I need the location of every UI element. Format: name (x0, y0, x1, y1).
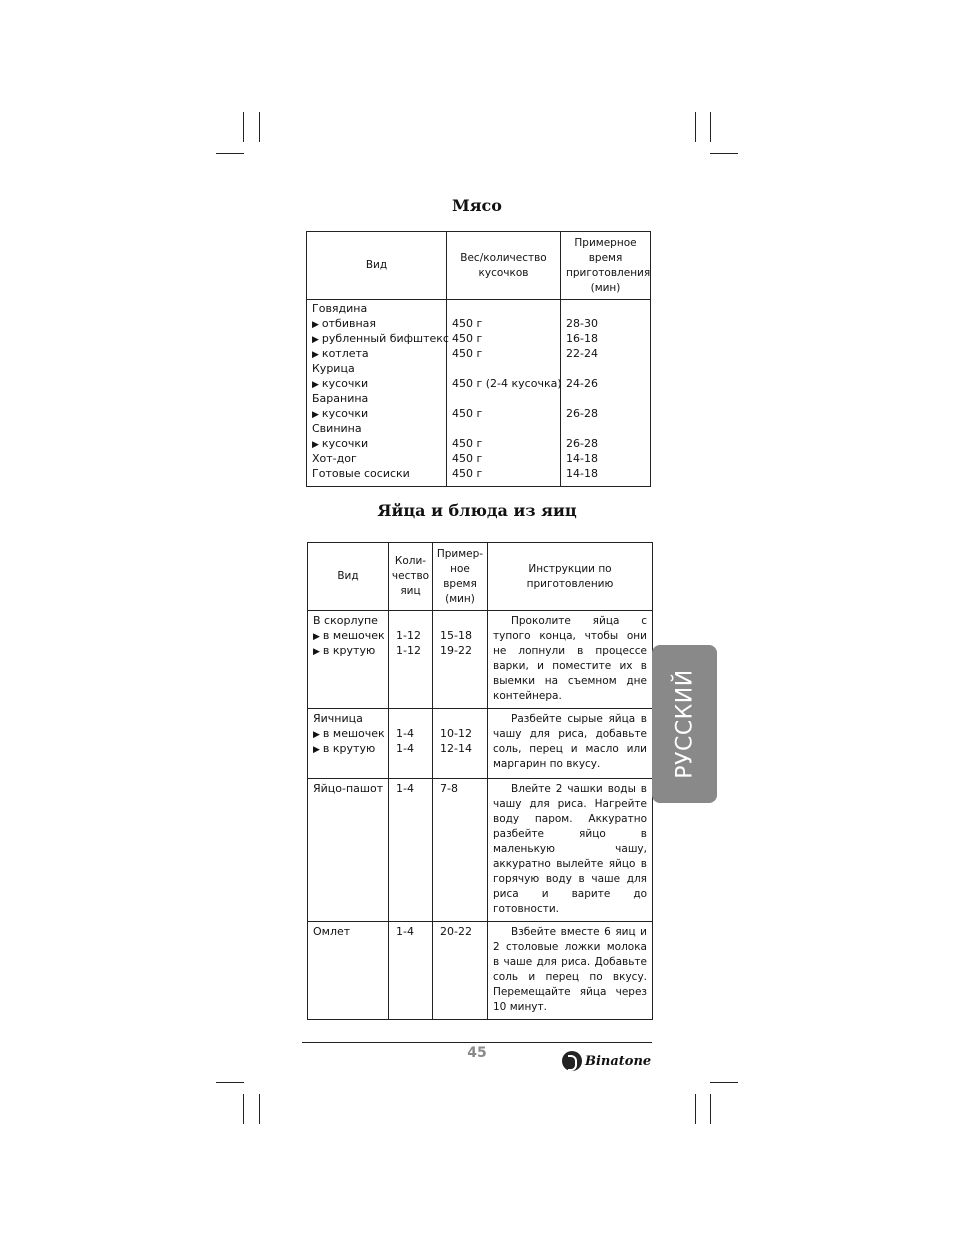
meat-weight-line (452, 301, 555, 316)
eggs-instruction-text (493, 712, 647, 772)
crop-mark (259, 1094, 260, 1124)
meat-kind-column (307, 300, 447, 487)
eggs-kind-line-text: Яичница (313, 712, 363, 725)
binatone-logo-icon (562, 1051, 582, 1071)
eggs-qty-line: 1-4 (396, 782, 414, 795)
meat-kind-line-text: кусочки (321, 407, 369, 420)
meat-time-line: 16-18 (566, 332, 598, 345)
eggs-kind-line (313, 628, 383, 643)
eggs-kind-line-text: В скорлупе (313, 614, 378, 627)
meat-kind-line-text: Баранина (312, 392, 369, 405)
eggs-time-line: 10-12 (440, 727, 472, 740)
meat-section-title: Мясо (452, 196, 502, 215)
meat-kind-line (312, 391, 441, 406)
meat-time-line: 14-18 (566, 452, 598, 465)
meat-kind-line (312, 451, 441, 466)
page-number: 45 (467, 1045, 487, 1061)
meat-weight-line: 450 г (452, 317, 483, 330)
eggs-time-cell (433, 611, 488, 709)
eggs-qty-cell (389, 779, 433, 922)
meat-time-line: 26-28 (566, 407, 598, 420)
footer-rule (302, 1042, 652, 1043)
eggs-instruction-cell (488, 709, 653, 779)
meat-weight-line: 450 г (452, 407, 483, 420)
meat-time-line (566, 361, 645, 376)
crop-mark (710, 153, 738, 154)
eggs-table (307, 542, 653, 1020)
meat-weight-line: 450 г (452, 437, 483, 450)
meat-weight-line (452, 361, 555, 376)
eggs-kind-line (313, 741, 383, 756)
eggs-kind-line-text: в крутую (322, 644, 376, 657)
eggs-kind-line-text: в крутую (322, 742, 376, 755)
meat-weight-line: 450 г (452, 347, 483, 360)
bullet-arrow-icon: ▶ (312, 410, 319, 420)
meat-kind-line (312, 436, 441, 451)
crop-mark (710, 1094, 711, 1124)
eggs-instruction-text (493, 614, 647, 704)
eggs-qty-line: 1-4 (396, 742, 414, 755)
crop-mark (695, 1094, 696, 1124)
eggs-time-line (440, 711, 482, 726)
eggs-instruction-cell (488, 779, 653, 922)
eggs-kind-line-text: Яйцо-пашот (313, 782, 384, 795)
crop-mark (710, 1082, 738, 1083)
eggs-kind-cell (308, 611, 389, 709)
eggs-instruction-paragraph: Взбейте вместе 6 яиц и 2 столовые ложки молока в чаше для риса. Добавьте соль и перец по вкусу. Перемещайте яйца через 10 минут. (493, 926, 647, 1013)
eggs-kind-cell (308, 709, 389, 779)
eggs-table-row (308, 779, 653, 922)
meat-time-line (566, 301, 645, 316)
meat-kind-line (312, 406, 441, 421)
eggs-instruction-text (493, 782, 647, 917)
meat-time-line: 24-26 (566, 377, 598, 390)
meat-kind-line-text: Готовые сосиски (312, 467, 410, 480)
bullet-arrow-icon: ▶ (312, 440, 319, 450)
meat-kind-line-text: отбивная (321, 317, 377, 330)
eggs-kind-cell (308, 922, 389, 1020)
bullet-arrow-icon: ▶ (312, 335, 319, 345)
meat-kind-line (312, 361, 441, 376)
meat-table (306, 231, 651, 487)
bullet-arrow-icon: ▶ (312, 320, 319, 330)
eggs-time-line (440, 613, 482, 628)
bullet-arrow-icon: ▶ (312, 380, 319, 390)
eggs-header-instructions: Инструкции по приготовлению (488, 543, 653, 611)
meat-kind-line-text: Говядина (312, 302, 368, 315)
eggs-time-line: 12-14 (440, 742, 472, 755)
meat-kind-line-text: котлета (321, 347, 369, 360)
bullet-arrow-icon: ▶ (313, 730, 320, 740)
eggs-qty-line: 1-12 (396, 644, 421, 657)
eggs-table-row (308, 922, 653, 1020)
brand-logo (562, 1049, 651, 1073)
meat-kind-line (312, 316, 441, 331)
eggs-instruction-paragraph: Разбейте сырые яйца в чашу для риса, добавьте соль, перец и масло или маргарин по вкусу. (493, 713, 647, 770)
meat-kind-line-text: кусочки (321, 377, 369, 390)
meat-kind-line-text: Свинина (312, 422, 362, 435)
eggs-qty-cell (389, 922, 433, 1020)
meat-kind-line (312, 466, 441, 481)
eggs-instruction-text (493, 925, 647, 1015)
eggs-kind-line (313, 643, 383, 658)
meat-time-line: 28-30 (566, 317, 598, 330)
eggs-instruction-cell (488, 611, 653, 709)
meat-kind-line (312, 331, 449, 346)
meat-weight-line (452, 391, 555, 406)
eggs-kind-line (313, 613, 383, 628)
eggs-time-line: 7-8 (440, 782, 458, 795)
meat-kind-line-text: Курица (312, 362, 355, 375)
meat-weight-line: 450 г (2-4 кусочка) (452, 377, 562, 390)
meat-kind-line-text: рубленный бифштекс (321, 332, 449, 345)
eggs-kind-line-text: в мешочек (322, 727, 385, 740)
eggs-kind-line (313, 726, 383, 741)
crop-mark (710, 112, 711, 142)
eggs-kind-line-text: в мешочек (322, 629, 385, 642)
eggs-kind-line (313, 924, 383, 939)
eggs-kind-cell (308, 779, 389, 922)
crop-mark (259, 112, 260, 142)
bullet-arrow-icon: ▶ (313, 647, 320, 657)
crop-mark (695, 112, 696, 142)
eggs-qty-line (396, 613, 427, 628)
crop-mark (243, 1094, 244, 1124)
crop-mark (216, 1082, 244, 1083)
eggs-kind-line (313, 781, 383, 796)
eggs-header-time: Пример-ное время (мин) (433, 543, 488, 611)
eggs-qty-line: 1-4 (396, 727, 414, 740)
meat-header-weight: Вес/количество кусочков (447, 232, 561, 300)
meat-time-line: 22-24 (566, 347, 598, 360)
bullet-arrow-icon: ▶ (313, 632, 320, 642)
meat-kind-line (312, 376, 441, 391)
meat-time-line (566, 421, 645, 436)
meat-weight-column (447, 300, 561, 487)
meat-kind-line (312, 301, 441, 316)
eggs-time-line: 19-22 (440, 644, 472, 657)
meat-header-kind: Вид (307, 232, 447, 300)
meat-time-column (561, 300, 651, 487)
language-side-tab-label: РУССКИЙ (672, 669, 697, 779)
bullet-arrow-icon: ▶ (312, 350, 319, 360)
eggs-header-kind: Вид (308, 543, 389, 611)
meat-kind-line-text: кусочки (321, 437, 369, 450)
eggs-header-qty: Коли-чество яиц (389, 543, 433, 611)
eggs-time-line: 20-22 (440, 925, 472, 938)
eggs-table-row (308, 709, 653, 779)
language-side-tab (652, 645, 717, 803)
meat-kind-line (312, 421, 441, 436)
meat-weight-line: 450 г (452, 452, 483, 465)
eggs-time-line: 15-18 (440, 629, 472, 642)
crop-mark (216, 153, 244, 154)
meat-weight-line: 450 г (452, 332, 483, 345)
eggs-instruction-paragraph: Влейте 2 чашки воды в чашу для риса. Нагрейте воду паром. Аккуратно разбейте яйцо в маленькую чашу, аккуратно вылейте яйцо в горячую воду в чаше для риса и варите до готовности. (493, 783, 647, 915)
eggs-kind-line (313, 711, 383, 726)
brand-name: Binatone (585, 1053, 652, 1069)
eggs-section-title: Яйца и блюда из яиц (377, 501, 577, 520)
eggs-qty-cell (389, 709, 433, 779)
eggs-instruction-cell (488, 922, 653, 1020)
meat-header-time: Примерное время приготовления (мин) (561, 232, 651, 300)
meat-time-line: 26-28 (566, 437, 598, 450)
meat-time-line (566, 391, 645, 406)
eggs-qty-line: 1-12 (396, 629, 421, 642)
meat-weight-line (452, 421, 555, 436)
eggs-time-cell (433, 922, 488, 1020)
meat-kind-line (312, 346, 441, 361)
meat-kind-line-text: Хот-дог (312, 452, 357, 465)
crop-mark (243, 112, 244, 142)
eggs-kind-line-text: Омлет (313, 925, 351, 938)
eggs-time-cell (433, 779, 488, 922)
eggs-instruction-paragraph: Проколите яйца с тупого конца, чтобы они не лопнули в процессе варки, и поместите их в выемки на съемном дне контейнера. (493, 615, 647, 702)
meat-weight-line: 450 г (452, 467, 483, 480)
meat-time-line: 14-18 (566, 467, 598, 480)
eggs-table-row (308, 611, 653, 709)
eggs-qty-line (396, 711, 427, 726)
eggs-time-cell (433, 709, 488, 779)
eggs-qty-line: 1-4 (396, 925, 414, 938)
bullet-arrow-icon: ▶ (313, 745, 320, 755)
eggs-qty-cell (389, 611, 433, 709)
